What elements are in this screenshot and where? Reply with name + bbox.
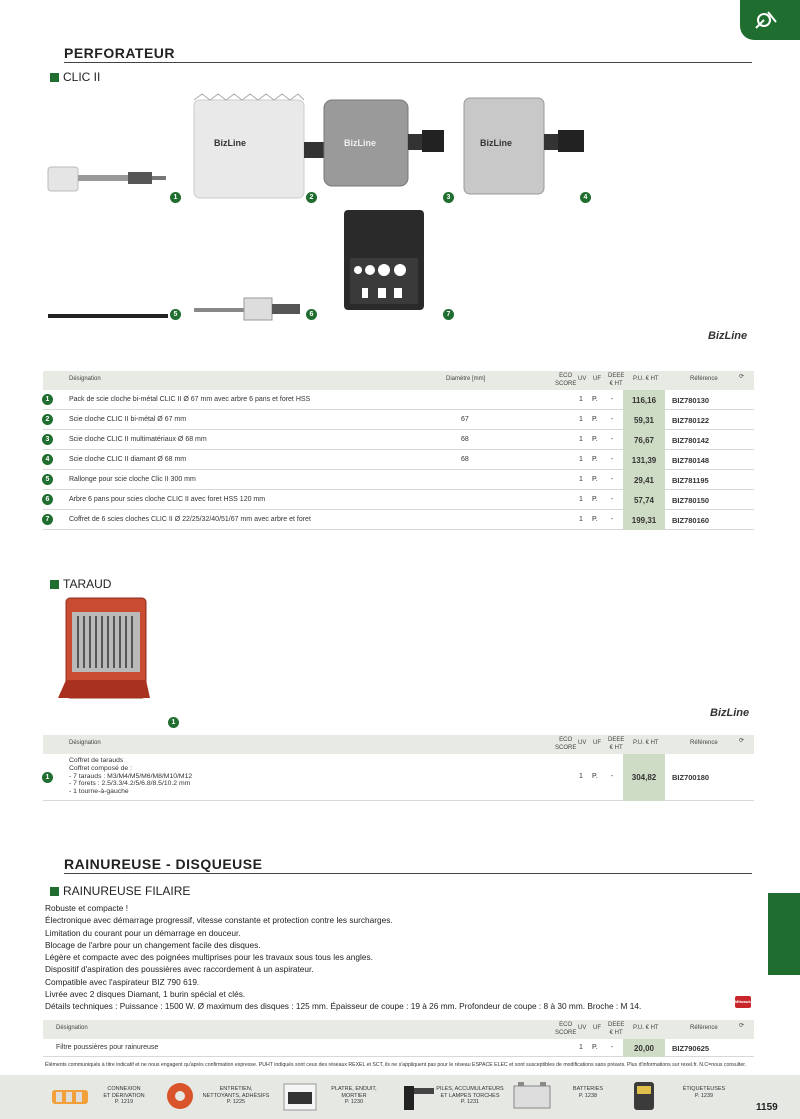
section-rule bbox=[64, 62, 752, 63]
subsection-label: RAINUREUSE FILAIRE bbox=[63, 884, 191, 898]
desc-line: Livrée avec 2 disques Diamant, 1 burin spécial et clés. bbox=[45, 989, 246, 1000]
row-ref: BIZ790625 bbox=[672, 1044, 710, 1053]
header-designation: Désignation bbox=[56, 1025, 88, 1031]
header-designation: Désignation bbox=[69, 376, 101, 382]
footer-category[interactable]: CONNEXION ET DÉRIVATION P. 1219 bbox=[103, 1086, 145, 1105]
row-ref: BIZ780122 bbox=[672, 416, 710, 425]
row-uf: P. bbox=[592, 456, 598, 463]
row-price: 59,31 bbox=[623, 410, 665, 430]
header-uf: UF bbox=[593, 740, 601, 746]
table-row bbox=[43, 450, 754, 470]
image-badge: 5 bbox=[170, 309, 181, 320]
image-badge: 2 bbox=[306, 192, 317, 203]
header-uf: UF bbox=[593, 376, 601, 382]
footer-category[interactable]: PILES, ACCUMULATEURS ET LAMPES TORCHES P. 1231 bbox=[436, 1086, 504, 1105]
row-ref: BIZ780142 bbox=[672, 436, 710, 445]
row-uf: P. bbox=[592, 516, 598, 523]
refresh-icon: ⟳ bbox=[739, 1023, 745, 1029]
table-header bbox=[43, 371, 754, 390]
product-table-taraud bbox=[43, 735, 754, 801]
row-price: 20,00 bbox=[623, 1039, 665, 1057]
row-deee: - bbox=[611, 1044, 614, 1051]
refresh-icon: ⟳ bbox=[739, 374, 745, 380]
header-deee: DEEE € HT bbox=[608, 373, 625, 387]
table-row bbox=[43, 754, 754, 801]
row-price: 29,41 bbox=[623, 470, 665, 490]
row-price: 116,16 bbox=[623, 390, 665, 410]
desc-line: Compatible avec l'aspirateur BIZ 790 619. bbox=[45, 976, 200, 987]
row-deee: - bbox=[611, 496, 614, 503]
header-eco: ECO SCORE bbox=[555, 737, 577, 751]
row-ref: BIZ780150 bbox=[672, 496, 710, 505]
row-ref: BIZ780130 bbox=[672, 396, 710, 405]
brand-logo: BizLine bbox=[708, 330, 748, 342]
image-badge: 3 bbox=[443, 192, 454, 203]
section-rule bbox=[64, 873, 752, 874]
row-ref: BIZ781195 bbox=[672, 476, 709, 485]
row-price: 304,82 bbox=[623, 754, 665, 801]
row-ref: BIZ780160 bbox=[672, 516, 710, 525]
desc-line: Détails techniques : Puissance : 1500 W. Ø maximum des disques : 125 mm. Épaisseur de coupe : 19 à 26 mm. Profondeur de coupe : 8 à 30 mm. Broche : M 14. bbox=[45, 1001, 642, 1012]
table-header bbox=[43, 1020, 754, 1039]
row-uv: 1 bbox=[579, 416, 583, 423]
section-title-perforateur: PERFORATEUR bbox=[64, 45, 176, 61]
product-table-clic bbox=[43, 371, 754, 530]
row-price: 131,39 bbox=[623, 450, 665, 470]
row-uf: P. bbox=[592, 496, 598, 503]
row-diameter: 68 bbox=[461, 456, 469, 463]
header-uv: UV bbox=[578, 1025, 587, 1031]
row-diameter: 68 bbox=[461, 436, 469, 443]
header-ref: Référence bbox=[690, 1025, 718, 1031]
row-ref: BIZ700180 bbox=[672, 773, 710, 782]
table-row bbox=[43, 390, 754, 410]
header-ref: Référence bbox=[690, 376, 718, 382]
image-badge: 6 bbox=[306, 309, 317, 320]
brand-logo: BizLine bbox=[710, 707, 750, 719]
product-image-6 bbox=[194, 298, 300, 320]
row-number: 7 bbox=[42, 514, 53, 525]
subsection-clic bbox=[50, 70, 100, 84]
header-uf: UF bbox=[593, 1025, 601, 1031]
footer-category[interactable]: ENTRETIEN, NETTOYANTS, ADHÉSIFS P. 1225 bbox=[202, 1086, 270, 1105]
row-designation: Scie cloche CLIC II bi-métal Ø 67 mm bbox=[69, 416, 187, 423]
header-deee: DEEE € HT bbox=[608, 737, 625, 751]
row-uv: 1 bbox=[579, 436, 583, 443]
header-uv: UV bbox=[578, 376, 587, 382]
table-row bbox=[43, 410, 754, 430]
row-uv: 1 bbox=[579, 496, 583, 503]
row-uv: 1 bbox=[579, 456, 583, 463]
disclaimer: Éléments communiqués à titre indicatif et ne nous engagent qu'après confirmation expresse. PUHT indiqués sont ceux des réseaux REXEL et SCT, ils ne s'appliquent pas pour le réseau ESPACE ELEC et sont susceptibles de modifications sans préavis. Plus d'informations sur rexel.fr. N.C=nous consulter. bbox=[45, 1062, 747, 1068]
row-uv: 1 bbox=[579, 476, 583, 483]
subsection-label: TARAUD bbox=[63, 577, 112, 591]
row-deee: - bbox=[611, 396, 614, 403]
connector-image bbox=[50, 1080, 90, 1112]
product-image-taraud bbox=[58, 594, 150, 714]
row-price: 76,67 bbox=[623, 430, 665, 450]
table-row bbox=[43, 510, 754, 530]
product-image-7 bbox=[344, 210, 424, 310]
row-uf: P. bbox=[592, 476, 598, 483]
battery-image bbox=[512, 1080, 552, 1112]
row-number: 4 bbox=[42, 454, 53, 465]
row-diameter: 67 bbox=[461, 416, 469, 423]
table-row bbox=[43, 490, 754, 510]
header-price: P.U. € HT bbox=[633, 1025, 659, 1031]
row-number: 1 bbox=[42, 772, 53, 783]
row-price: 57,74 bbox=[623, 490, 665, 510]
header-uv: UV bbox=[578, 740, 587, 746]
header-eco: ECO SCORE bbox=[555, 373, 577, 387]
row-designation: Scie cloche CLIC II diamant Ø 68 mm bbox=[69, 456, 187, 463]
footer-category[interactable]: BATTERIES P. 1238 bbox=[572, 1086, 604, 1099]
desc-line: Robuste et compacte ! bbox=[45, 903, 129, 913]
header-price: P.U. € HT bbox=[633, 740, 659, 746]
product-image-1 bbox=[48, 167, 166, 191]
bullet-square bbox=[50, 580, 59, 589]
image-badge: 4 bbox=[580, 192, 591, 203]
row-designation: Filtre poussières pour rainureuse bbox=[56, 1044, 159, 1051]
row-designation: Scie cloche CLIC II multimatériaux Ø 68 mm bbox=[69, 436, 207, 443]
product-image-3 bbox=[324, 100, 444, 186]
product-brand-text: BizLine bbox=[214, 138, 247, 148]
row-deee: - bbox=[611, 516, 614, 523]
row-uv: 1 bbox=[579, 516, 583, 523]
row-designation: Rallonge pour scie cloche Clic II 300 mm bbox=[69, 476, 196, 483]
tools-icon bbox=[752, 8, 780, 32]
row-deee: - bbox=[611, 476, 614, 483]
header-ref: Référence bbox=[690, 740, 718, 746]
side-tab bbox=[768, 893, 800, 975]
row-ref: BIZ780148 bbox=[672, 456, 710, 465]
row-uf: P. bbox=[592, 396, 598, 403]
subsection-rainureuse bbox=[50, 884, 190, 898]
desc-line: Limitation du courant pour un démarrage en douceur. bbox=[45, 927, 241, 938]
row-deee: - bbox=[611, 436, 614, 443]
labeler-image bbox=[626, 1080, 666, 1112]
bullet-square bbox=[50, 887, 59, 896]
header-eco: ECO SCORE bbox=[555, 1022, 577, 1036]
product-brand-text: BizLine bbox=[344, 138, 377, 148]
subsection-taraud bbox=[50, 577, 111, 591]
row-deee: - bbox=[611, 456, 614, 463]
product-image-5 bbox=[48, 314, 168, 318]
row-uf: P. bbox=[592, 1044, 598, 1051]
bucket-image bbox=[280, 1080, 320, 1112]
milwaukee-logo: Milwaukee bbox=[735, 996, 751, 1008]
row-designation: Arbre 6 pans pour scies cloche CLIC II avec foret HSS 120 mm bbox=[69, 496, 266, 503]
refresh-icon: ⟳ bbox=[739, 738, 745, 744]
row-price: 199,31 bbox=[623, 510, 665, 530]
product-brand-text: BizLine bbox=[480, 138, 513, 148]
page-number: 1159 bbox=[756, 1102, 778, 1113]
row-uv: 1 bbox=[579, 1044, 583, 1051]
row-deee: - bbox=[611, 416, 614, 423]
row-designation: Coffret de 6 scies cloches CLIC II Ø 22/25/32/40/51/67 mm avec arbre et foret bbox=[69, 516, 311, 523]
header-deee: DEEE € HT bbox=[608, 1022, 625, 1036]
table-row bbox=[43, 470, 754, 490]
header-diameter: Diamètre [mm] bbox=[446, 376, 486, 382]
bullet-square bbox=[50, 73, 59, 82]
row-designation: Pack de scie cloche bi-métal CLIC II Ø 67 mm avec arbre 6 pans et foret HSS bbox=[69, 396, 311, 403]
header-designation: Désignation bbox=[69, 740, 101, 746]
footer-category[interactable]: ÉTIQUETEUSES P. 1239 bbox=[682, 1086, 726, 1099]
footer-category[interactable]: PLATRE, ENDUIT, MORTIER P. 1230 bbox=[331, 1086, 377, 1105]
row-number: 2 bbox=[42, 414, 53, 425]
row-uf: P. bbox=[592, 773, 598, 780]
table-row bbox=[43, 430, 754, 450]
row-deee: - bbox=[611, 773, 614, 780]
row-uv: 1 bbox=[579, 773, 583, 780]
table-row bbox=[43, 1039, 754, 1057]
tape-image bbox=[162, 1080, 202, 1112]
desc-line: Dispositif d'aspiration des poussières avec raccordement à un aspirateur. bbox=[45, 964, 314, 975]
desc-line: Électronique avec démarrage progressif, vitesse constante et protection contre les surcharges. bbox=[45, 915, 393, 926]
chapter-tab bbox=[740, 0, 800, 40]
desc-line: Blocage de l'arbre pour un changement facile des disques. bbox=[45, 939, 261, 950]
product-description bbox=[45, 902, 641, 1013]
image-badge: 7 bbox=[443, 309, 454, 320]
desc-line: Légère et compacte avec des poignées multiprises pour les travaux sous tous les angles. bbox=[45, 952, 373, 963]
table-header bbox=[43, 735, 754, 754]
row-number: 5 bbox=[42, 474, 53, 485]
header-price: P.U. € HT bbox=[633, 376, 659, 382]
row-uv: 1 bbox=[579, 396, 583, 403]
subsection-label: CLIC II bbox=[63, 70, 101, 84]
image-badge: 1 bbox=[168, 717, 179, 728]
image-badge: 1 bbox=[170, 192, 181, 203]
product-images-clic bbox=[44, 90, 604, 330]
row-designation: Coffret de tarauds Coffret composé de : - 7 tarauds : M3/M4/M5/M6/M8/M10/M12 - 7 forets : 2.5/3.3/4.2/5/6.8/8.5/10.2 mm - 1 tourne-à-gauche bbox=[69, 757, 193, 796]
row-uf: P. bbox=[592, 416, 598, 423]
row-uf: P. bbox=[592, 436, 598, 443]
product-table-rainureuse bbox=[43, 1020, 754, 1057]
row-number: 3 bbox=[42, 434, 53, 445]
row-number: 6 bbox=[42, 494, 53, 505]
section-title-rainureuse: RAINUREUSE - DISQUEUSE bbox=[64, 856, 263, 872]
row-number: 1 bbox=[42, 394, 53, 405]
